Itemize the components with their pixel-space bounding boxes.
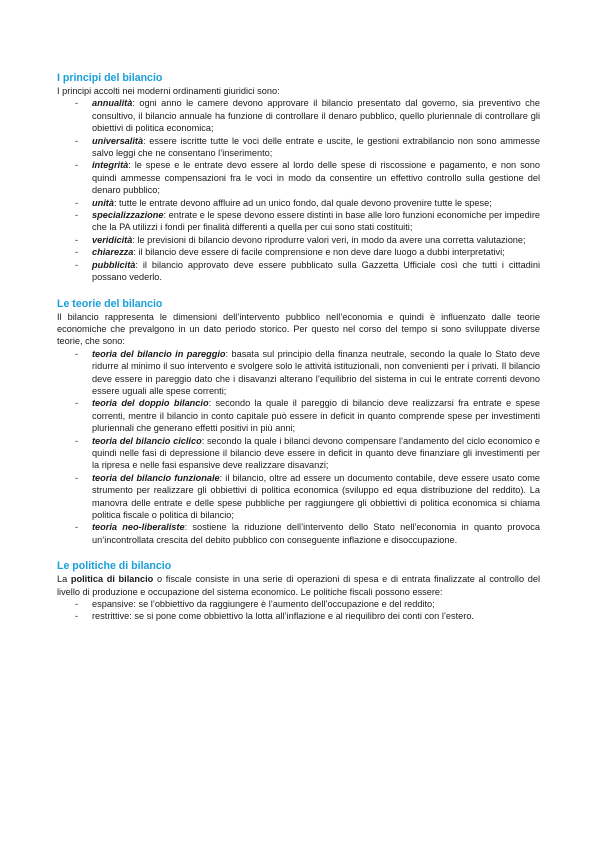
term: teoria neo-liberaliste bbox=[92, 522, 185, 533]
definition: : il bilancio approvato deve essere pubblicato sulla Gazzetta Ufficiale così che tutti i cittadini possano vederlo. bbox=[92, 259, 540, 283]
term: pubblicità bbox=[92, 259, 136, 270]
list-item bbox=[57, 97, 540, 134]
term: teoria del bilancio in pareggio bbox=[92, 348, 226, 359]
bullet-dash: - bbox=[75, 197, 79, 208]
definition: espansive: se l’obbiettivo da raggiungere è l’aumento dell’occupazione e del reddito; bbox=[92, 599, 435, 610]
section-intro-principi: I principi accolti nei moderni ordinamenti giuridici sono: bbox=[57, 86, 280, 96]
definition: : secondo la quale i bilanci devono compensare l’andamento del ciclo economico e quindi nelle fasi di depressione il bilancio deve essere in deficit in quanto deve finanziare gli investimenti per la ripresa e nelle fasi espansive deve realizzare disavanzi; bbox=[92, 435, 541, 471]
definition: : il bilancio, oltre ad essere un documento contabile, deve essere usato come strumento per realizzare gli obbiettivi di politica economica (sviluppo ed equa distribuzione del reddito). La manovra delle entrate e delle spese pubbliche per raggiungere gli obbiettivi di politica economica si chiama politica fiscale o politica di bilancio; bbox=[92, 472, 540, 520]
section-intro-politiche bbox=[57, 573, 540, 598]
definition: : basata sul principio della finanza neutrale, secondo la quale lo Stato deve ridurre al minimo il suo intervento e svolgere solo le attività istituzionali, non convenienti per i privati. Il bilancio deve essere in pareggio dato che i disavanzi alterano l’equilibrio del sistema in cui le entrate correnti devono essere uguali alle spese correnti; bbox=[92, 348, 540, 396]
definition: : le spese e le entrate devo essere al lordo delle spese di riscossione e pagamento, e non sono quindi ammesse compensazioni fra le voci in modo da consentire un effettivo controllo sulla gestione del denaro pubblico; bbox=[92, 160, 540, 196]
list-item bbox=[57, 259, 540, 284]
bullet-dash: - bbox=[75, 398, 79, 409]
bullet-dash: - bbox=[75, 234, 79, 245]
list-item bbox=[57, 348, 540, 398]
bullet-dash: - bbox=[75, 210, 79, 221]
section-principi bbox=[57, 72, 540, 284]
list-item bbox=[57, 209, 540, 234]
bullet-dash: - bbox=[75, 348, 79, 359]
bullet-dash: - bbox=[75, 522, 79, 533]
term: teoria del doppio bilancio bbox=[92, 398, 209, 409]
list-item bbox=[57, 521, 540, 546]
list-item bbox=[57, 197, 540, 209]
section-title-principi: I principi del bilancio bbox=[57, 72, 163, 84]
bullet-dash: - bbox=[75, 135, 79, 146]
document-page bbox=[57, 72, 540, 637]
section-intro-teorie: Il bilancio rappresenta le dimensioni dell’intervento pubblico nell’economia e quindi è influenzato dalle teorie economiche che prevalgono in un dato periodo storico. Per questo nel corso del tempo si sono sviluppate diverse teorie, che sono: bbox=[57, 311, 540, 347]
definition: : il bilancio deve essere di facile comprensione e non deve dare luogo a dubbi interpretativi; bbox=[133, 247, 505, 258]
list-principi bbox=[57, 97, 540, 283]
bullet-dash: - bbox=[75, 160, 79, 171]
section-title-politiche: Le politiche di bilancio bbox=[57, 560, 172, 573]
list-politiche bbox=[57, 598, 540, 623]
definition: : le previsioni di bilancio devono riprodurre valori veri, in modo da avere una corretta valutazione; bbox=[132, 234, 526, 245]
term: chiarezza bbox=[92, 247, 134, 258]
term: specializzazione bbox=[92, 210, 164, 221]
definition: : ogni anno le camere devono approvare il bilancio presentato dal governo, sia preventivo che consultivo, il bilancio annuale ha funzione di controllare il denaro pubblico, quello pluriennale di controllare gli obiettivi di politica economica; bbox=[92, 98, 540, 134]
term: annualità bbox=[92, 98, 133, 109]
list-teorie bbox=[57, 348, 540, 547]
list-item bbox=[57, 397, 540, 434]
definition: restrittive: se si pone come obbiettivo la lotta all’inflazione e al riequilibro dei conti con l’estero. bbox=[92, 611, 474, 622]
bullet-dash: - bbox=[75, 435, 79, 446]
list-item bbox=[57, 135, 540, 160]
bullet-dash: - bbox=[75, 611, 79, 622]
list-item bbox=[57, 610, 540, 622]
list-item bbox=[57, 159, 540, 196]
list-item bbox=[57, 598, 540, 610]
term: universalità bbox=[92, 135, 144, 146]
intro-bold-term: politica di bilancio bbox=[70, 574, 154, 585]
definition: : secondo la quale il pareggio di bilancio deve realizzarsi fra entrate e spese correnti, mentre il bilancio in conto capitale può essere in deficit in quanto comprende spese per investimenti pluriennali che generano effetti positivi in più anni; bbox=[92, 398, 540, 434]
list-item bbox=[57, 234, 540, 246]
definition: : entrate e le spese devono essere distinti in base alle loro funzioni economiche per impedire che la PA utilizzi i fondi per finalità differenti a quella per cui sono stati costituiti; bbox=[92, 210, 540, 233]
term: veridicità bbox=[92, 234, 133, 245]
term: teoria del bilancio ciclico bbox=[92, 435, 202, 446]
intro-prefix: La bbox=[57, 574, 71, 585]
definition: : sostiene la riduzione dell’intervento dello Stato nell’economia in quanto provoca un’incontrollata crescita del debito pubblico con conseguente inflazione e disoccupazione. bbox=[92, 522, 540, 545]
section-title-teorie: Le teorie del bilancio bbox=[57, 297, 163, 310]
intro-rest: o fiscale consiste in una serie di operazioni di spesa e di entrata finalizzate al controllo del livello di produzione e occupazione del sistema economico. Le politiche fiscali possono essere: bbox=[57, 574, 540, 597]
bullet-dash: - bbox=[75, 599, 79, 610]
list-item bbox=[57, 435, 540, 472]
definition: : tutte le entrate devono affluire ad un unico fondo, dal quale devono provenire tutte le spese; bbox=[113, 197, 492, 208]
bullet-dash: - bbox=[75, 259, 79, 270]
bullet-dash: - bbox=[75, 247, 79, 258]
bullet-dash: - bbox=[75, 472, 79, 483]
list-item bbox=[57, 246, 540, 258]
term: teoria del bilancio funzionale bbox=[92, 472, 220, 483]
section-politiche bbox=[57, 560, 540, 623]
term: unità bbox=[92, 197, 114, 208]
term: integrità bbox=[92, 160, 129, 171]
bullet-dash: - bbox=[75, 98, 79, 109]
section-teorie bbox=[57, 298, 540, 547]
definition: : essere iscritte tutte le voci delle entrate e uscite, le gestioni extrabilancio non sono ammesse salvo leggi che ne consentano l’inserimento; bbox=[92, 135, 540, 159]
list-item bbox=[57, 472, 540, 522]
